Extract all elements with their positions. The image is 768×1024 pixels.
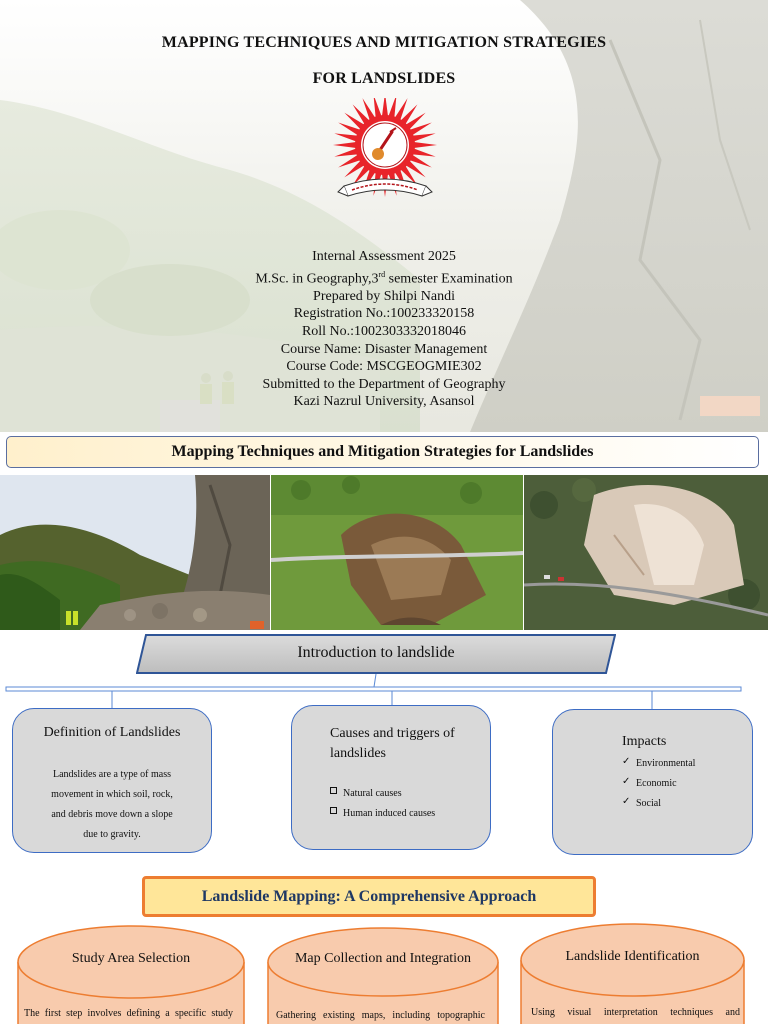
- emblem-ray: [413, 142, 437, 148]
- causes-list-item: [330, 804, 435, 824]
- emblem-ray: [334, 133, 358, 141]
- impacts-item-label: Economic: [636, 778, 677, 789]
- cover-title-line-2: FOR LANDSLIDES: [312, 70, 456, 87]
- check-icon: ✓: [622, 756, 631, 767]
- introduction-title: Introduction to landslide: [297, 644, 455, 661]
- map-collection-cylinder: [266, 926, 500, 1024]
- connector-lines: [0, 670, 768, 710]
- emblem-ray: [411, 133, 435, 141]
- causes-title: [330, 724, 455, 764]
- definition-line-4: due to gravity.: [83, 829, 141, 840]
- impacts-title: Impacts: [622, 734, 667, 749]
- course-code-line: Course Code: MSCGEOGMIE302: [286, 359, 482, 375]
- check-icon: ✓: [622, 776, 631, 787]
- definition-line-1: Landslides are a type of mass: [52, 769, 172, 780]
- study-area-text: The first step involves defining a specific study: [24, 1008, 233, 1019]
- cover-info-block: [0, 248, 768, 411]
- programme-superscript: rd: [378, 269, 386, 279]
- emblem-ray: [382, 98, 388, 117]
- square-bullet-icon: [330, 807, 337, 814]
- causes-item-label: Human induced causes: [343, 808, 436, 819]
- causes-title-line-2: landslides: [330, 746, 386, 761]
- check-icon: ✓: [622, 796, 631, 807]
- cover-title-line-1: MAPPING TECHNIQUES AND MITIGATION STRATEGIES: [161, 34, 607, 51]
- emblem-ray: [333, 142, 357, 148]
- hillside-landslide-photo: [271, 475, 523, 630]
- definition-line-3: and debris move down a slope: [51, 809, 173, 820]
- impacts-list: [622, 754, 695, 814]
- definition-title: Definition of Landslides: [43, 725, 181, 740]
- causes-title-line-1: Causes and triggers of: [330, 726, 455, 741]
- mapping-heading: Landslide Mapping: A Comprehensive Approach: [142, 876, 596, 917]
- causes-card: [291, 705, 491, 850]
- section-banner: Mapping Techniques and Mitigation Strategies for Landslides: [6, 436, 759, 468]
- definition-line-2: movement in which soil, rock,: [51, 789, 173, 800]
- causes-list-item: [330, 784, 435, 804]
- course-name-line: Course Name: Disaster Management: [280, 341, 488, 357]
- study-area-title: Study Area Selection: [71, 951, 191, 966]
- introduction-heading: [136, 634, 616, 674]
- rockfall-photo: [0, 475, 270, 630]
- programme-text: M.Sc. in Geography,3: [255, 271, 379, 287]
- landslide-identification-title: Landslide Identification: [565, 949, 700, 964]
- impacts-list-item: [622, 754, 695, 774]
- impacts-list-item: [622, 794, 695, 814]
- department-line: Submitted to the Department of Geography: [262, 376, 506, 392]
- programme-text-end: semester Examination: [385, 271, 513, 287]
- impacts-item-label: Environmental: [636, 758, 696, 769]
- emblem-ray: [411, 148, 435, 156]
- impacts-item-label: Social: [636, 798, 661, 809]
- university-emblem-icon: [330, 98, 440, 204]
- landslide-identification-text: Using visual interpretation techniques and: [531, 1007, 740, 1018]
- square-bullet-icon: [330, 787, 337, 794]
- map-collection-text: Gathering existing maps, including topographic: [276, 1010, 485, 1021]
- aerial-landslide-photo: [524, 475, 768, 630]
- causes-list: [330, 784, 435, 824]
- map-collection-title: Map Collection and Integration: [294, 951, 472, 966]
- roll-line: Roll No.:1002303332018046: [301, 324, 467, 340]
- causes-item-label: Natural causes: [343, 788, 402, 799]
- author-line: Prepared by Shilpi Nandi: [313, 288, 455, 304]
- programme-line: [0, 266, 768, 288]
- impacts-card: [552, 709, 753, 855]
- university-line: Kazi Nazrul University, Asansol: [293, 394, 475, 410]
- emblem-ray: [334, 148, 358, 156]
- definition-card: [12, 708, 212, 853]
- assessment-line: Internal Assessment 2025: [312, 249, 456, 264]
- definition-text: [13, 765, 211, 845]
- study-area-cylinder: [16, 924, 246, 1024]
- cover-section: [0, 0, 768, 432]
- landslide-identification-cylinder: [519, 922, 746, 1024]
- impacts-list-item: [622, 774, 695, 794]
- registration-line: Registration No.:100233320158: [293, 306, 475, 322]
